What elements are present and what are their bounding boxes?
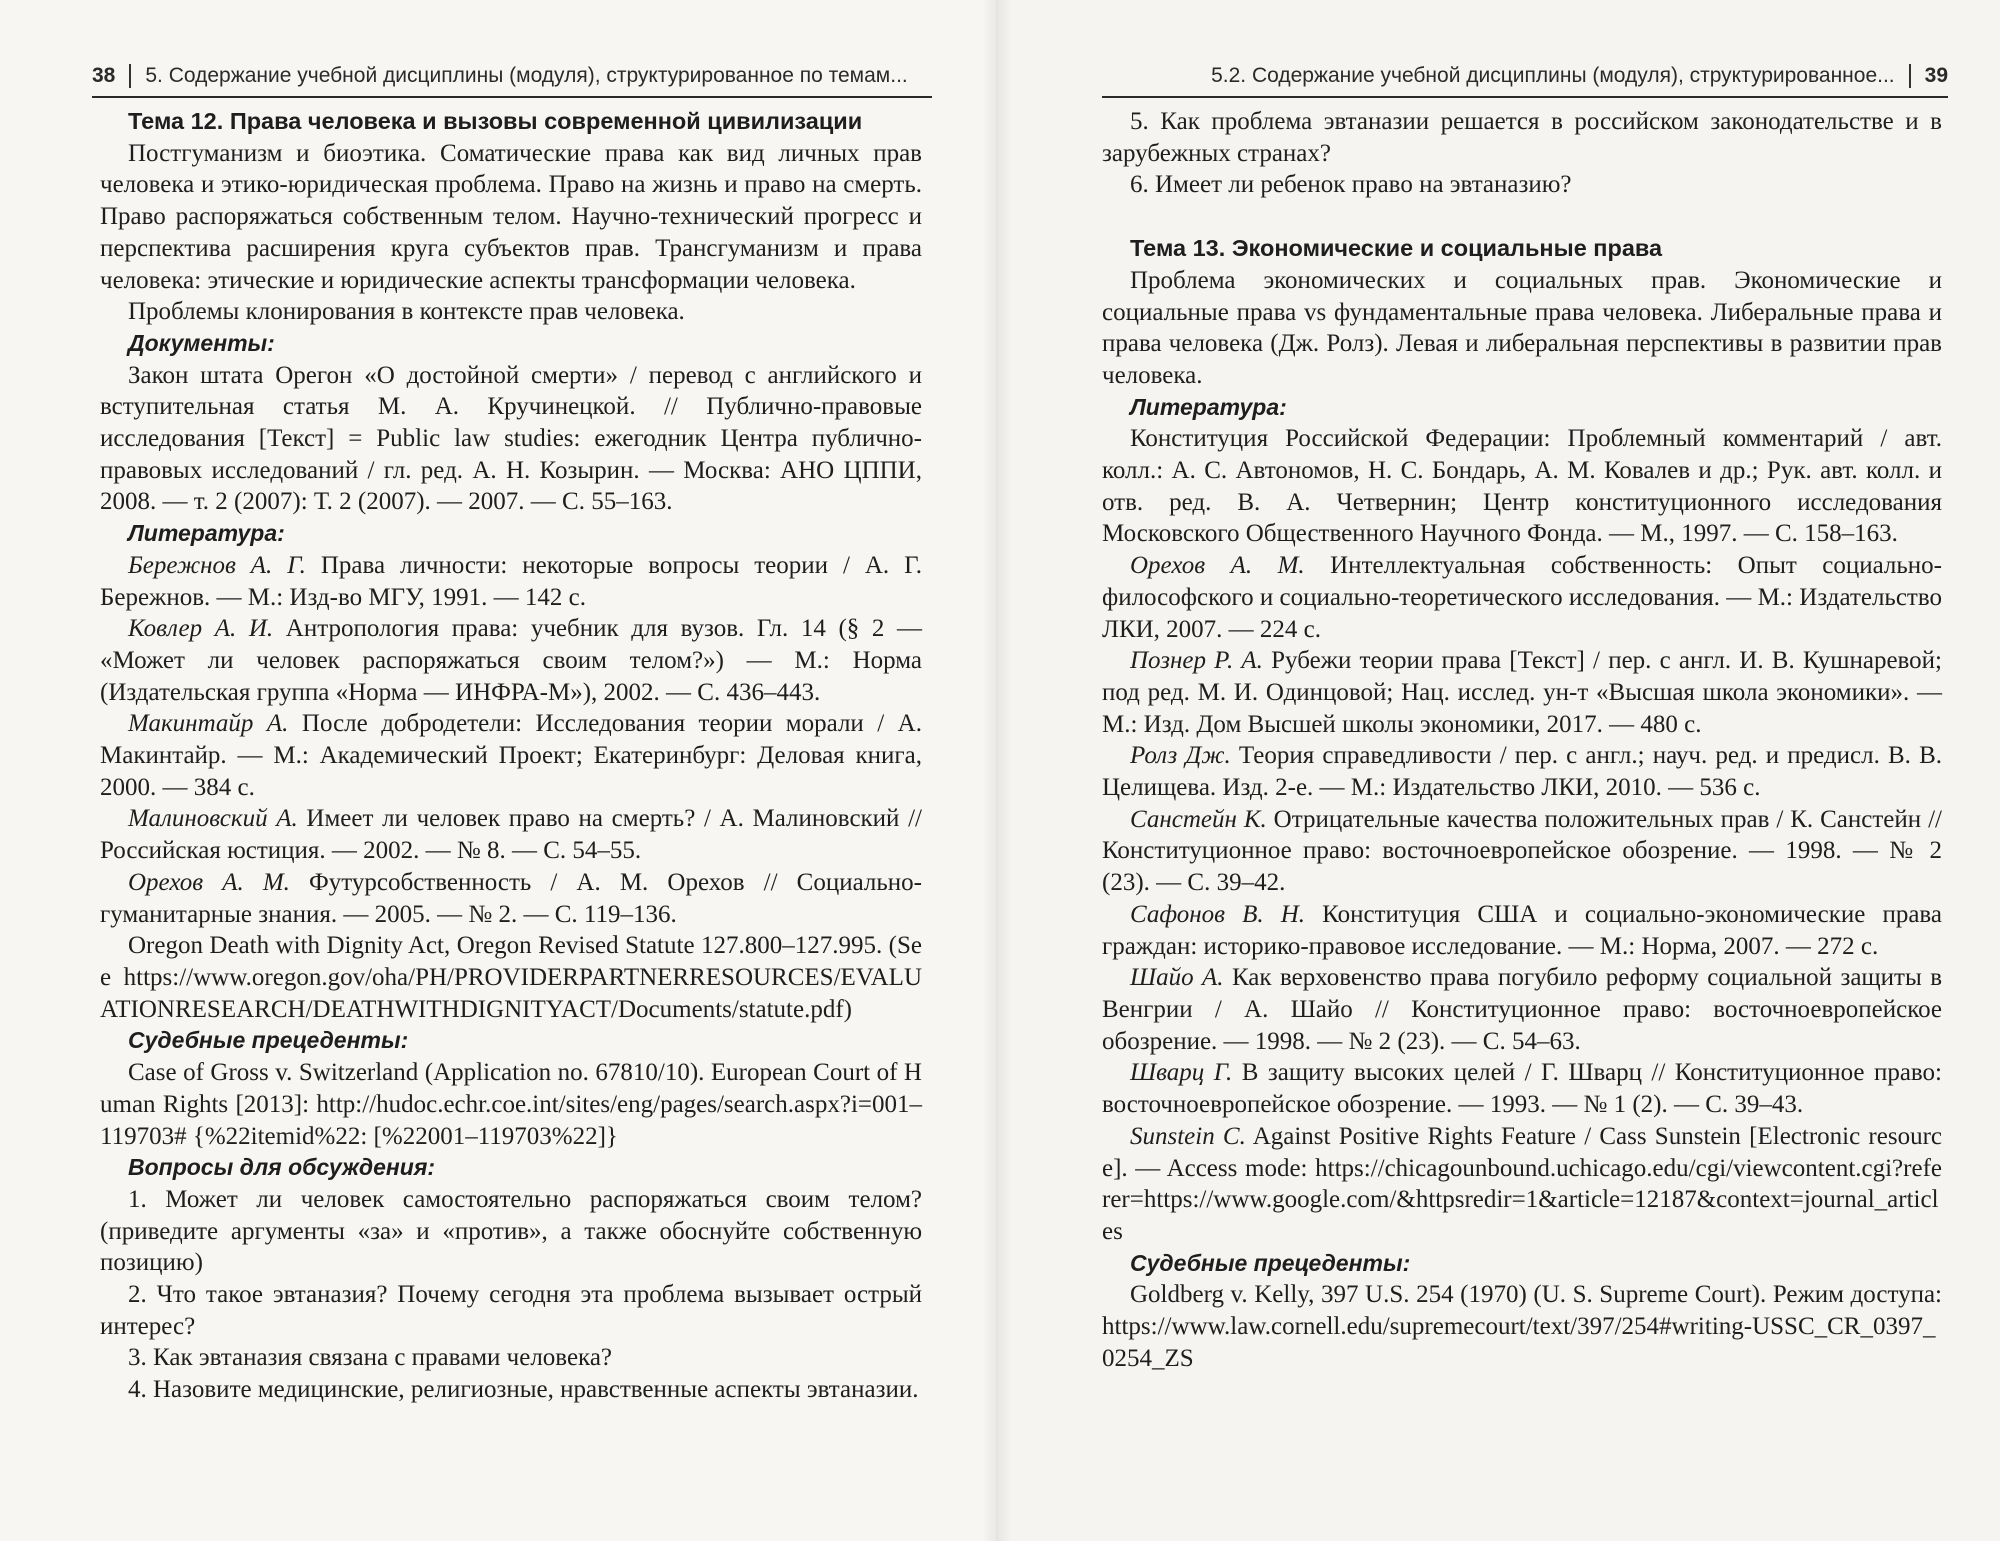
page-content <box>100 106 922 1406</box>
section-gap <box>1102 201 1942 233</box>
question-item: 3. Как эвтаназия связана с правами человека? <box>128 1344 613 1372</box>
entry-text: Oregon Death with Dignity Act, Oregon Revised Statute 127.800–127.995. (See https://www.oregon.gov/oha/PH/PROVIDERPARTNERRESOURCES/EVALUATIONRESEARCH/DEATHWITHDIGNITYACT/Documents/statute.pdf) <box>100 932 922 1023</box>
literature-entry <box>1102 1121 1942 1248</box>
literature-entry <box>1102 804 1942 899</box>
entry-author: Орехов А. М. <box>1130 552 1305 580</box>
paragraph: Проблемы клонирования в контексте прав человека. <box>128 298 685 326</box>
cases-label: Судебные прецеденты: <box>1130 1249 1411 1276</box>
page-header <box>92 58 930 94</box>
question-item: 2. Что такое эвтаназия? Почему сегодня эта проблема вызывает острый интерес? <box>100 1281 922 1340</box>
right-page <box>996 0 2000 1541</box>
literature-entry <box>100 803 922 866</box>
literature-entry <box>100 613 922 708</box>
literature-entry <box>1102 423 1942 550</box>
entry-text: Футурсобственность / А. М. Орехов // Социально-гуманитарные знания. — 2005. — № 2. — С. 119–136. <box>100 868 922 928</box>
entry-author: Санстейн К. <box>1130 805 1267 833</box>
entry-author: Сафонов В. Н. <box>1130 900 1306 928</box>
book-gutter <box>982 0 1012 1541</box>
entry-text: Антропология права: учебник для вузов. Гл. 14 (§ 2 — «Может ли человек распоряжаться своим телом?») — М.: Норма (Издательская группа «Норма — ИНФРА-М»), 2002. — С. 436–443. <box>100 615 923 706</box>
question-item: 6. Имеет ли ребенок право на эвтаназию? <box>1130 171 1572 199</box>
entry-author: Макинтайр А. <box>128 710 289 738</box>
entry-text: Имеет ли человек право на смерть? / А. Малиновский // Российская юстиция. — 2002. — № 8. — С. 54–55. <box>100 805 922 865</box>
entry-author: Ролз Дж. <box>1130 742 1231 770</box>
literature-label: Литература: <box>128 520 285 547</box>
entry-text: Интеллектуальная собственность: Опыт социально-философского и социально-теоретического исследования. — М.: Издательство ЛКИ, 2007. — 224 с. <box>1102 552 1943 643</box>
header-separator <box>129 64 131 88</box>
documents-label: Документы: <box>128 329 275 356</box>
question-item: 5. Как проблема эвтаназии решается в российском законодательстве и в зарубежных странах? <box>1102 108 1942 167</box>
entry-author: Познер Р. А. <box>1130 647 1263 675</box>
paragraph: Проблема экономических и социальных прав. Экономические и социальные права vs фундаментальные права человека. Либеральные права и права человека (Дж. Ролз). Левая и либеральная перспективы в развитии прав человека. <box>1102 266 1942 389</box>
entry-text: Рубежи теории права [Текст] / пер. с англ. И. В. Кушнаревой; под ред. М. И. Одинцовой; Нац. исслед. ун-т «Высшая школа экономики». — М.: Изд. Дом Высшей школы экономики, 2017. — 480 с. <box>1102 647 1942 738</box>
entry-text: Конституция Российской Федерации: Проблемный комментарий / авт. колл.: А. С. Автономов, Н. С. Бондарь, А. М. Ковалев и др.; Рук. авт. колл. и отв. ред. В. А. Четвернин; Центр конституционного исследования Московского Общественного Научного Фонда. — М., 1997. — С. 158–163. <box>1102 425 1942 548</box>
topic-title: Тема 12. Права человека и вызовы современной цивилизации <box>128 108 863 134</box>
entry-author: Бережнов А. Г. <box>128 551 306 579</box>
case-entry: Goldberg v. Kelly, 397 U.S. 254 (1970) (U. S. Supreme Court). Режим доступа: https://www.law.cornell.edu/supremecourt/text/397/254#writing-USSC_CR_0397_0254_ZS <box>1102 1281 1942 1372</box>
running-title: 5. Содержание учебной дисциплины (модуля), структурированное по темам... <box>145 64 908 87</box>
entry-text: Конституция США и социально-экономические права граждан: историко-правовое исследование. — М.: Норма, 2007. — 272 с. <box>1102 900 1942 960</box>
literature-entry <box>100 867 922 930</box>
paragraph: Постгуманизм и биоэтика. Соматические права как вид личных прав человека и этико-юридическая проблема. Право на жизнь и право на смерть. Право распоряжаться собственным телом. Научно-технический прогресс и перспектива расширения круга субъектов прав. Трансгуманизм и права человека: этические и юридические аспекты трансформации человека. <box>100 139 922 294</box>
entry-author: Малиновский А. <box>128 805 298 833</box>
page-header <box>1102 58 1948 94</box>
literature-label: Литература: <box>1130 393 1287 420</box>
entry-author: Ковлер А. И. <box>128 615 274 643</box>
left-page <box>0 0 996 1541</box>
entry-text: Against Positive Rights Feature / Cass Sunstein [Electronic resource]. — Access mode: https://chicagounbound.uchicago.edu/cgi/viewcontent.cgi?referer=https://www.google.com/&httpsredir=1&article=12187&context=journal_articles <box>1102 1122 1942 1245</box>
question-item: 4. Назовите медицинские, религиозные, нравственные аспекты эвтаназии. <box>128 1376 919 1404</box>
entry-text: Права личности: некоторые вопросы теории / А. Г. Бережнов. — М.: Изд-во МГУ, 1991. — 142 с. <box>100 551 922 611</box>
page-content <box>1102 106 1942 1374</box>
entry-text: Отрицательные качества положительных прав / К. Санстейн // Конституционное право: восточноевропейское обозрение. — 1998. — № 2 (23). — С. 39–42. <box>1102 805 1943 897</box>
entry-text: Теория справедливости / пер. с англ.; науч. ред. и предисл. В. В. Целищева. Изд. 2-е. — М.: Издательство ЛКИ, 2010. — 536 с. <box>1102 742 1942 802</box>
cases-label: Судебные прецеденты: <box>128 1027 409 1054</box>
entry-author: Шайо А. <box>1130 964 1224 992</box>
entry-text: Как верховенство права погубило реформу социальной защиты в Венгрии / А. Шайо // Конституционное право: восточноевропейское обозрение. — 1998. — № 2 (23). — С. 54–63. <box>1102 964 1942 1055</box>
literature-entry <box>1102 550 1942 645</box>
literature-entry <box>1102 740 1942 803</box>
literature-entry <box>1102 899 1942 962</box>
literature-entry <box>1102 645 1942 740</box>
questions-label: Вопросы для обсуждения: <box>128 1154 436 1181</box>
entry-text: В защиту высоких целей / Г. Шварц // Конституционное право: восточноевропейское обозрение. — 1993. — № 1 (2). — С. 39–43. <box>1102 1059 1943 1119</box>
literature-entry <box>100 550 922 613</box>
running-title: 5.2. Содержание учебной дисциплины (модуля), структурированное... <box>1211 64 1895 87</box>
entry-author: Шварц Г. <box>1130 1059 1233 1087</box>
page-number: 39 <box>1924 64 1948 87</box>
literature-entry <box>1102 962 1942 1057</box>
header-rule <box>1102 96 1948 98</box>
entry-author: Орехов А. М. <box>128 868 290 896</box>
literature-entry <box>100 708 922 803</box>
literature-entry <box>100 930 922 1025</box>
header-rule <box>92 96 932 98</box>
topic-title: Тема 13. Экономические и социальные права <box>1130 235 1663 262</box>
page-number: 38 <box>92 64 116 87</box>
entry-text: После добродетели: Исследования теории морали / А. Макинтайр. — М.: Академический Проект; Екатеринбург: Деловая книга, 2000. — 384 с. <box>100 710 922 801</box>
header-separator <box>1909 64 1911 88</box>
literature-entry <box>1102 1057 1942 1120</box>
entry-author: Sunstein C. <box>1130 1122 1246 1150</box>
case-entry: Case of Gross v. Switzerland (Application no. 67810/10). European Court of Human Rights [2013]: http://hudoc.echr.coe.int/sites/eng/pages/search.aspx?i=001–119703# {%22itemid%22: [%22001–119703%22]} <box>100 1059 922 1150</box>
document-entry: Закон штата Орегон «О достойной смерти» / перевод с английского и вступительная статья М. А. Кручинецкой. // Публично-правовые исследования [Текст] = Public law studies: ежегодник Центра публично-правовых исследований / гл. ред. А. Н. Козырин. — Москва: АНО ЦППИ, 2008. — т. 2 (2007): Т. 2 (2007). — 2007. — С. 55–163. <box>100 361 922 516</box>
question-item: 1. Может ли человек самостоятельно распоряжаться своим телом? (приведите аргументы «за» и «против», а также обоснуйте собственную позицию) <box>100 1185 922 1277</box>
